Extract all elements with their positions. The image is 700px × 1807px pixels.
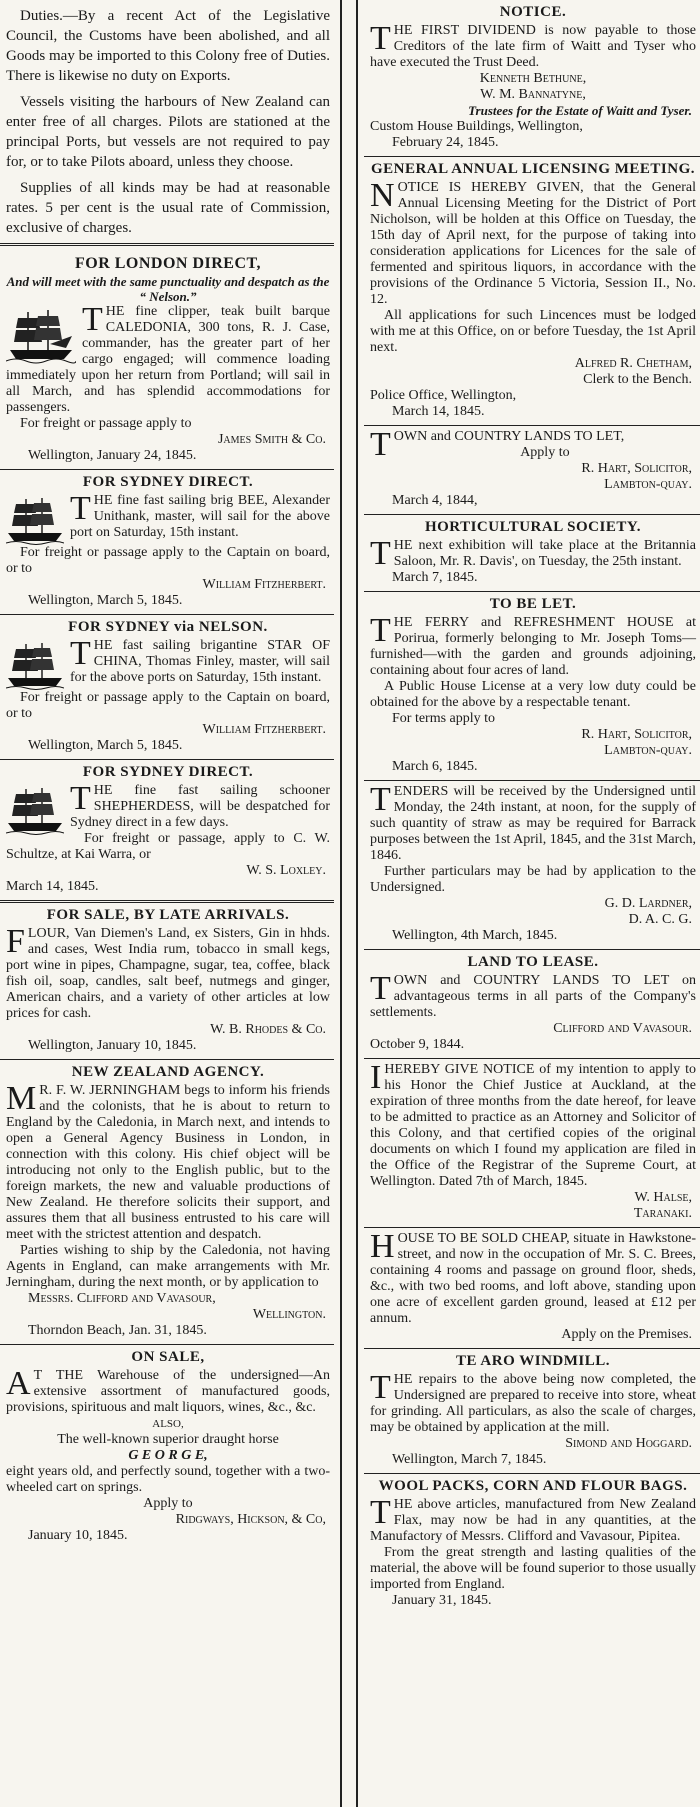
drop-cap: T bbox=[82, 301, 103, 338]
ad-body: T THE Warehouse of the undersigned—An extensive assortment of manufactured goods, provisions, spirituous and malt liquors, wines, &c., &c. bbox=[6, 1368, 330, 1415]
ad-body-2: eight years old, and perfectly sound, together with a two-wheeled cart on springs. bbox=[6, 1464, 330, 1495]
ad-body-2: All applications for such Lincences must be lodged with me at this Office, on or before Tuesday, the 1st April next. bbox=[370, 308, 696, 355]
ad-halse-notice bbox=[364, 1059, 700, 1228]
left-column bbox=[0, 0, 334, 1807]
ad-london-direct bbox=[0, 246, 334, 470]
ad-apply: Apply to bbox=[520, 445, 570, 460]
right-column bbox=[364, 0, 700, 1807]
ad-date: January 31, 1845. bbox=[392, 1593, 492, 1608]
ad-body: HE fine clipper, teak built barque CALEDONIA, 300 tons, R. J. Case, commander, has the greater part of her cargo engaged; will commence loading immediately upon her return from Portland; will sail in all March, and has splendid accommodations for passengers. bbox=[6, 304, 330, 415]
drop-cap: T bbox=[70, 780, 91, 817]
ad-signer: James Smith & Co. bbox=[217, 432, 326, 447]
ad-signer-2: Lambton-quay. bbox=[604, 477, 692, 492]
ad-signer: W. B. Rhodes & Co. bbox=[210, 1022, 326, 1037]
ad-wool-packs bbox=[364, 1474, 700, 1614]
ad-signer: William Fitzherbert. bbox=[202, 722, 326, 737]
ad-apply: For freight or passage apply to bbox=[20, 416, 192, 431]
ship-icon bbox=[6, 640, 64, 690]
ad-heading: ON SALE, bbox=[131, 1349, 205, 1365]
drop-cap: N bbox=[370, 177, 395, 214]
ad-body: LOUR, Van Diemen's Land, ex Sisters, Gin in hhds. and cases, West India rum, tobacco in small kegs, port wine in pipes, Champagne, sugar, tea, coffee, black fish oil, soap, candles, salt beef, nutmegs and ginger, American chairs, and a variety of other articles at low prices for cash. bbox=[6, 926, 330, 1021]
ad-nz-agency bbox=[0, 1060, 334, 1345]
ad-body: HE FERRY and REFRESHMENT HOUSE at Porirua, formerly belonging to Mr. Joseph Toms—furnished—with the garden and grounds adjoining, containing about four acres of land. bbox=[370, 615, 696, 678]
ad-te-aro-windmill bbox=[364, 1349, 700, 1474]
ad-body-2: From the great strength and lasting qualities of the material, the above will be found superior to those usually imported from England. bbox=[370, 1545, 696, 1592]
ad-on-sale bbox=[0, 1345, 334, 1549]
drop-cap: T bbox=[370, 20, 391, 57]
ad-apply: For terms apply to bbox=[392, 711, 496, 726]
ad-date: March 6, 1845. bbox=[392, 759, 478, 774]
drop-cap: T bbox=[370, 426, 391, 463]
ad-date: March 4, 1844, bbox=[392, 493, 478, 508]
ad-heading: GENERAL ANNUAL LICENSING MEETING. bbox=[370, 161, 696, 177]
ad-body: HEREBY GIVE NOTICE of my intention to apply to his Honor the Chief Justice at Auckland, at the expiration of three months from the date hereof, for leave to be admitted to practice as an Attorney and Solicitor of this Colony, and that certified copies of the original documents on which I found my application are filed in the Office of the Registrar of the Supreme Court, at Wellington. Dated 7th of March, 1845. bbox=[370, 1062, 696, 1189]
ad-sydney-via-nelson bbox=[0, 615, 334, 760]
ad-apply: Apply on the Premises. bbox=[561, 1327, 692, 1342]
ad-apply: For freight or passage, apply to C. W. Schultze, at Kai Warra, or bbox=[6, 831, 330, 862]
ad-sydney-shepherdess bbox=[0, 760, 334, 903]
drop-cap: T bbox=[370, 1369, 391, 1406]
ad-date: October 9, 1844. bbox=[370, 1037, 465, 1052]
ad-signer: R. Hart, Solicitor, bbox=[581, 727, 692, 742]
ad-body: HE next exhibition will take place at the Britannia Saloon, Mr. R. Davis', on Tuesday, the 25th instant. bbox=[393, 538, 696, 569]
ad-signer: R. Hart, Solicitor, bbox=[581, 461, 692, 476]
ad-signer-2: W. M. Bannatyne, bbox=[480, 87, 586, 102]
ad-body: HE fine fast sailing brig BEE, Alexander Unithank, master, will sail for the above port on Saturday, 15th instant. bbox=[70, 493, 330, 540]
ad-heading: FOR SALE, BY LATE ARRIVALS. bbox=[46, 907, 290, 923]
ad-date: Wellington, January 10, 1845. bbox=[28, 1038, 197, 1053]
ad-date: March 7, 1845. bbox=[392, 570, 478, 585]
ad-heading: FOR SYDNEY DIRECT. bbox=[82, 474, 254, 490]
ad-body: HE repairs to the above being now completed, the Undersigned are prepared to receive into store, wheat for grinding. All particulars, as also the scale of charges, may be obtained by application at the mill. bbox=[370, 1372, 696, 1435]
ad-tenders bbox=[364, 781, 700, 950]
ad-house-for-sale bbox=[364, 1228, 700, 1349]
ad-for-sale bbox=[0, 903, 334, 1060]
ad-body: HE above articles, manufactured from New Zealand Flax, may now be had in any quantities, at the Manufactory of Messrs. Clifford and Vavasour, Pipitea. bbox=[370, 1497, 696, 1544]
ad-signer-2: Clerk to the Bench. bbox=[583, 372, 692, 387]
ad-signer-2: D. A. C. G. bbox=[628, 912, 692, 927]
drop-cap: M bbox=[6, 1080, 37, 1117]
ad-body-2: Further particulars may be had by application to the Undersigned. bbox=[370, 864, 696, 895]
drop-cap: F bbox=[6, 923, 25, 960]
ad-sydney-direct-bee bbox=[0, 470, 334, 615]
ad-horse-name: G E O R G E, bbox=[128, 1448, 208, 1463]
ad-licensing-meeting bbox=[364, 157, 700, 426]
ad-date: March 14, 1845. bbox=[392, 404, 485, 419]
ad-horticultural bbox=[364, 515, 700, 592]
ad-body: HE fast sailing brigantine STAR OF CHINA, Thomas Finley, master, will sail for the above ports on Saturday, 15th instant. bbox=[70, 638, 330, 685]
drop-cap: I bbox=[370, 1059, 382, 1096]
ship-icon bbox=[6, 495, 64, 545]
drop-cap: A bbox=[6, 1365, 31, 1402]
ad-trustees: Trustees for the Estate of Waitt and Tyser. bbox=[468, 103, 692, 118]
ad-date: Thorndon Beach, Jan. 31, 1845. bbox=[28, 1323, 207, 1338]
ad-land-to-lease bbox=[364, 950, 700, 1059]
drop-cap: T bbox=[370, 781, 391, 818]
ad-body: HE FIRST DIVIDEND is now payable to those Creditors of the late firm of Waitt and Tyser who have executed the Trust Deed. bbox=[370, 23, 696, 70]
ad-notice-dividend bbox=[364, 0, 700, 157]
ad-body-2: Parties wishing to ship by the Caledonia, not having Agents in England, can make arrangements with Mr. Jerningham, during the next month, or by application to bbox=[6, 1243, 330, 1290]
drop-cap: T bbox=[70, 635, 91, 672]
ad-signer: Alfred R. Chetham, bbox=[574, 356, 692, 371]
column-divider bbox=[340, 0, 358, 1807]
ad-also: ALSO, bbox=[152, 1418, 184, 1430]
duties-paragraph-3: Supplies of all kinds may be had at reasonable rates. 5 per cent is the usual rate of Commission, exclusive of charges. bbox=[6, 180, 330, 236]
ad-signer: W. Halse, bbox=[634, 1190, 692, 1205]
drop-cap: T bbox=[370, 1494, 391, 1531]
ad-body-2: A Public House License at a very low duty could be obtained for the above by a respectable tenant. bbox=[370, 679, 696, 710]
ad-heading: LAND TO LEASE. bbox=[467, 954, 599, 970]
ad-to-be-let bbox=[364, 592, 700, 781]
duties-notice bbox=[0, 0, 334, 246]
ad-signer: Ridgways, Hickson, & Co, bbox=[175, 1512, 326, 1527]
ad-body: HE fine fast sailing schooner SHEPHERDESS, will be despatched for Sydney direct in a few days. bbox=[70, 783, 330, 830]
drop-cap: H bbox=[370, 1228, 395, 1265]
drop-cap: T bbox=[370, 535, 391, 572]
ad-heading: FOR SYDNEY via NELSON. bbox=[68, 619, 268, 635]
ad-apply: For freight or passage apply to the Captain on board, or to bbox=[6, 690, 330, 721]
ad-heading: TE ARO WINDMILL. bbox=[455, 1353, 610, 1369]
ad-heading: HORTICULTURAL SOCIETY. bbox=[424, 519, 642, 535]
ad-signer: Simond and Hoggard. bbox=[565, 1436, 692, 1451]
ad-date: Wellington, March 5, 1845. bbox=[28, 593, 183, 608]
ad-place: Custom House Buildings, Wellington, bbox=[370, 119, 583, 134]
duties-paragraph-2: Vessels visiting the harbours of New Zealand can enter free of all charges. Pilots are stationed at the principal Ports, but vessels are not required to pay for, or to take Pilots aboard, unless they choose. bbox=[6, 94, 330, 170]
ad-date: January 10, 1845. bbox=[28, 1528, 128, 1543]
ad-date: February 24, 1845. bbox=[392, 135, 499, 150]
ad-heading: WOOL PACKS, CORN AND FLOUR BAGS. bbox=[378, 1478, 688, 1494]
drop-cap: T bbox=[370, 612, 391, 649]
ad-date: Wellington, March 5, 1845. bbox=[28, 738, 183, 753]
ad-signer: Messrs. Clifford and Vavasour, bbox=[28, 1291, 216, 1306]
ad-body: OWN and COUNTRY LANDS TO LET on advantageous terms in all parts of the Company's settlements. bbox=[370, 973, 696, 1020]
ad-signer: Clifford and Vavasour. bbox=[553, 1021, 692, 1036]
ad-date: Wellington, 4th March, 1845. bbox=[392, 928, 558, 943]
ad-signer: W. S. Loxley. bbox=[246, 863, 326, 878]
ad-signer: William Fitzherbert. bbox=[202, 577, 326, 592]
ad-signer-2: Lambton-quay. bbox=[604, 743, 692, 758]
ship-icon bbox=[6, 306, 76, 364]
ad-apply: Apply to bbox=[143, 1496, 193, 1511]
ad-heading: TO BE LET. bbox=[489, 596, 577, 612]
ad-signer-2: Taranaki. bbox=[633, 1206, 692, 1221]
ad-heading: NOTICE. bbox=[499, 4, 567, 20]
ad-subheading: And will meet with the same punctuality and despatch as the “ Nelson.” bbox=[6, 274, 330, 304]
ad-signer-2: Wellington. bbox=[252, 1307, 326, 1322]
ad-heading: NEW ZEALAND AGENCY. bbox=[71, 1064, 265, 1080]
ad-apply: For freight or passage apply to the Captain on board, or to bbox=[6, 545, 330, 576]
ad-body: ENDERS will be received by the Undersigned until Monday, the 24th instant, at noon, for the supply of such quantity of straw as may be required for Barrack purposes between the 1st April, 1845, and the 31st March, 1846. bbox=[370, 784, 696, 863]
ad-body: R. F. W. JERNINGHAM begs to inform his friends and the colonists, that he is about to return to England by the Caledonia, in March next, and intends to open a General Agency Business in London, in connection with this colony. His chief object will be introducing not only to the English public, but to the foreign markets, the new and valuable productions of New Zealand. He therefore solicits their support, and assures them that all business entrusted to his care will meet with the strictest attention and despatch. bbox=[6, 1083, 330, 1242]
ad-body: OTICE IS HEREBY GIVEN, that the General Annual Licensing Meeting for the District of Port Nicholson, will be holden at this Office on Tuesday, the 15th day of April next, for the purpose of taking into consideration applications for Licences for the sale of fermented and spiritous liquors, in accordance with the provisions of the Ordinance 5 Victoria, Session II., No. 12. bbox=[370, 180, 696, 307]
ad-date: March 14, 1845. bbox=[6, 879, 99, 894]
ad-date: Wellington, March 7, 1845. bbox=[392, 1452, 547, 1467]
ad-date: Wellington, January 24, 1845. bbox=[28, 448, 197, 463]
drop-cap: T bbox=[370, 970, 391, 1007]
drop-cap: T bbox=[70, 490, 91, 527]
ad-body: OWN and COUNTRY LANDS TO LET, bbox=[393, 429, 625, 444]
duties-paragraph-1: Duties.—By a recent Act of the Legislative Council, the Customs have been abolished, and all Goods may be imported to this Colony free of Duties. There is likewise no duty on Exports. bbox=[6, 8, 330, 84]
ad-body: OUSE TO BE SOLD CHEAP, situate in Hawkstone-street, and now in the occupation of Mr. S. C. Brees, containing 4 rooms and passage on ground floor, sheds, &c., with two bed rooms, and loft above, standing upon one acre of excellent garden ground, leased at £12 per annum. bbox=[370, 1231, 696, 1326]
ad-heading: FOR LONDON DIRECT, bbox=[74, 255, 262, 272]
ad-heading: FOR SYDNEY DIRECT. bbox=[82, 764, 254, 780]
ship-icon bbox=[6, 785, 64, 835]
ad-place: Police Office, Wellington, bbox=[370, 388, 517, 403]
ad-signer: Kenneth Bethune, bbox=[479, 71, 587, 86]
ad-lands-to-let bbox=[364, 426, 700, 515]
ad-signer: G. D. Lardner, bbox=[604, 896, 692, 911]
ad-horse: The well-known superior draught horse bbox=[57, 1432, 279, 1447]
